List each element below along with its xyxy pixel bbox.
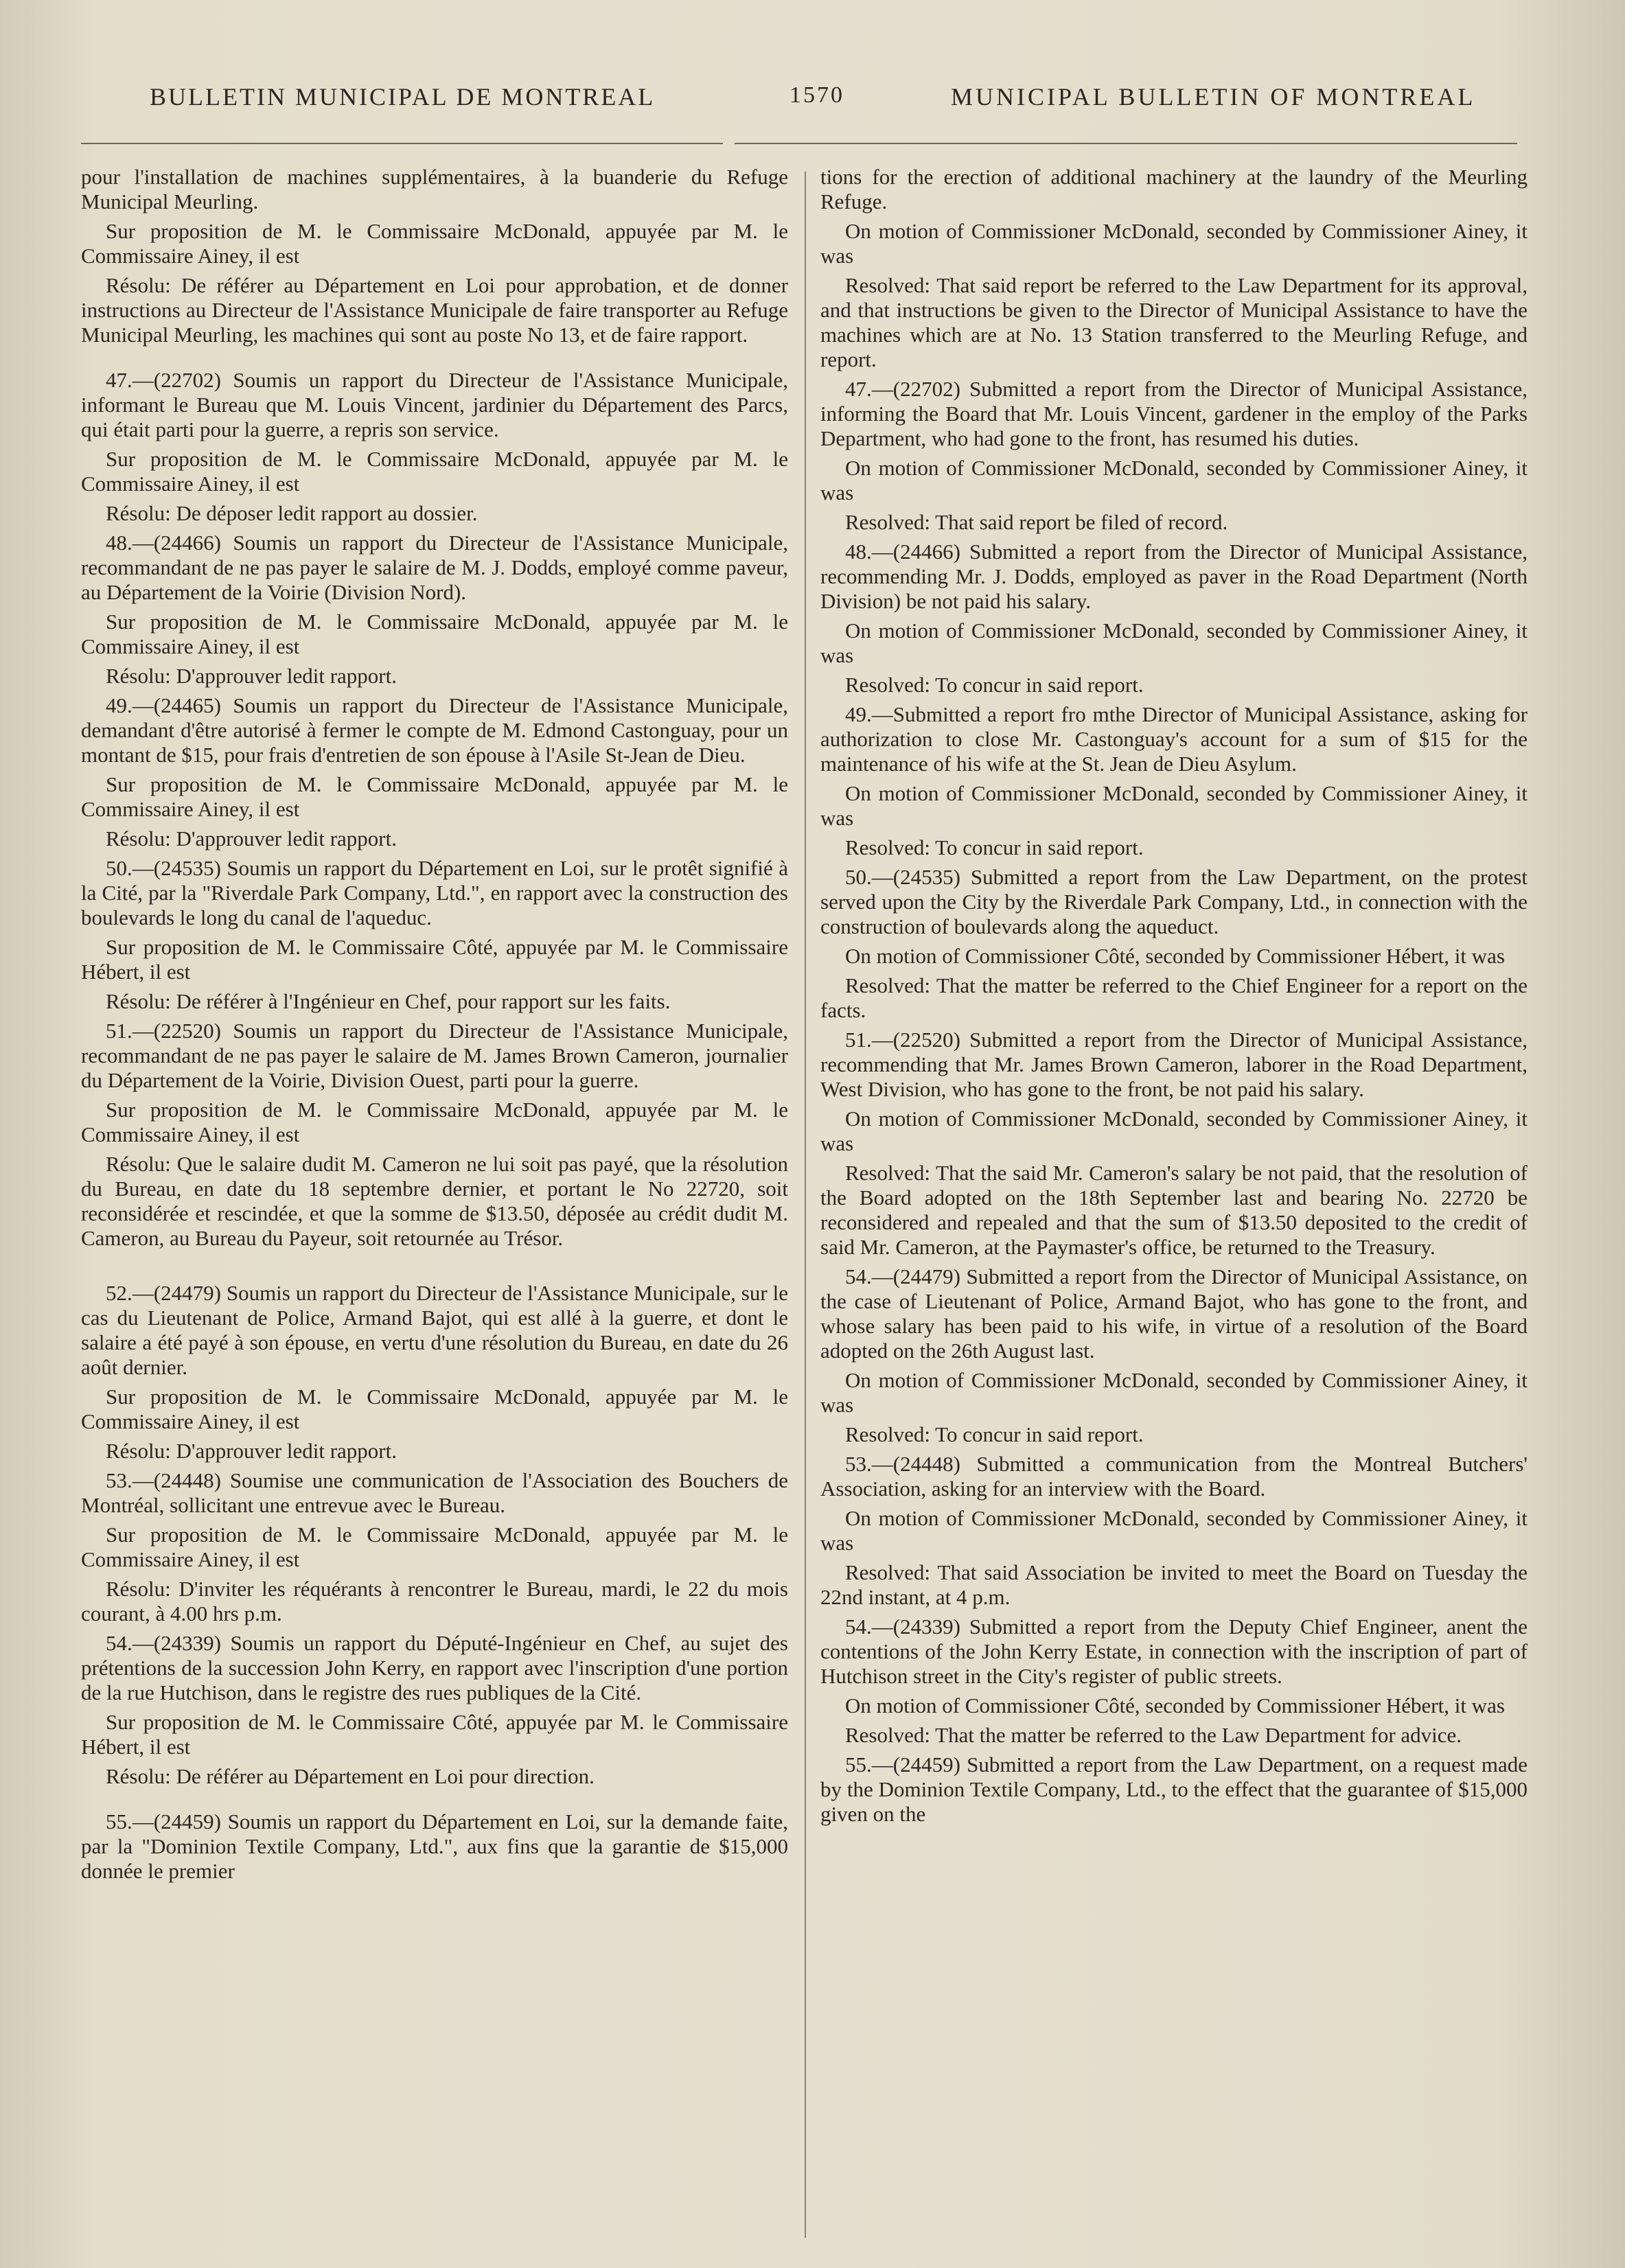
- french-column: [81, 165, 788, 1888]
- paragraph: On motion of Commissioner Côté, seconded by Commissioner Hébert, it was: [845, 944, 1505, 968]
- header-rule-left: [81, 143, 723, 144]
- paragraph: tions for the erection of additional machinery at the laundry of the Meurling Refuge.: [820, 165, 1528, 213]
- paragraph: Résolu: Que le salaire dudit M. Cameron ne lui soit pas payé, que la résolution du Bureau, en date du 18 septembre dernier, et portant le No 22720, soit reconsidérée et rescindée, et que la somme de $13.50, déposée au crédit dudit M. Cameron, au Bureau du Payeur, soit retournée au Trésor.: [81, 1152, 788, 1250]
- paragraph: Résolu: D'approuver ledit rapport.: [106, 1439, 397, 1463]
- paragraph: Resolved: That the said Mr. Cameron's salary be not paid, that the resolution of the Board adopted on the 18th September last and bearing No. 22720 be reconsidered and repealed and that the sum of $13.50 deposited to the credit of said Mr. Cameron, at the Paymaster's office, be returned to the Treasury.: [820, 1161, 1528, 1259]
- english-column: [820, 165, 1528, 1831]
- paragraph: Sur proposition de M. le Commissaire McDonald, appuyée par M. le Commissaire Ainey, il est: [81, 1385, 788, 1433]
- paragraph: 53.—(24448) Soumise une communication de l'Association des Bouchers de Montréal, sollicitant une entrevue avec le Bureau.: [81, 1468, 788, 1517]
- paragraph: 47.—(22702) Submitted a report from the Director of Municipal Assistance, informing the Board that Mr. Louis Vincent, gardener in the employ of the Parks Department, who had gone to the front, has resumed his duties.: [820, 377, 1528, 450]
- paragraph: Sur proposition de M. le Commissaire Côté, appuyée par M. le Commissaire Hébert, il est: [81, 1710, 788, 1759]
- paragraph: Sur proposition de M. le Commissaire McDonald, appuyée par M. le Commissaire Ainey, il est: [81, 772, 788, 821]
- paragraph: Résolu: D'approuver ledit rapport.: [106, 826, 397, 850]
- paragraph: 49.—(24465) Soumis un rapport du Directeur de l'Assistance Municipale, demandant d'être autorisé à fermer le compte de M. Edmond Castonguay, pour un montant de $15, pour frais d'entretien de son épouse à l'Asile St-Jean de Dieu.: [81, 693, 788, 767]
- paragraph: Sur proposition de M. le Commissaire McDonald, appuyée par M. le Commissaire Ainey, il est: [81, 219, 788, 268]
- paragraph: 48.—(24466) Soumis un rapport du Directeur de l'Assistance Municipale, recommandant de ne pas payer le salaire de M. J. Dodds, employé comme paveur, au Département de la Voirie (Division Nord).: [81, 531, 788, 604]
- page-header: [0, 82, 1625, 137]
- paragraph: 48.—(24466) Submitted a report from the Director of Municipal Assistance, recommending Mr. J. Dodds, employed as paver in the Road Department (North Division) be not paid his salary.: [820, 540, 1528, 613]
- paragraph: Resolved: That said Association be invited to meet the Board on Tuesday the 22nd instant, at 4 p.m.: [820, 1560, 1528, 1609]
- header-rule-right: [735, 143, 1517, 144]
- paragraph: Résolu: De référer au Département en Loi pour direction.: [106, 1764, 595, 1788]
- paragraph: 54.—(24339) Soumis un rapport du Député-Ingénieur en Chef, au sujet des prétentions de la succession John Kerry, en rapport avec l'inscription d'une portion de la rue Hutchison, dans le registre des rues publiques de la Cité.: [81, 1631, 788, 1704]
- paragraph: 52.—(24479) Soumis un rapport du Directeur de l'Assistance Municipale, sur le cas du Lieutenant de Police, Armand Bajot, qui est allé à la guerre, et dont le salaire a été payé à son épouse, en vertu d'une résolution du Bureau, en date du 26 août dernier.: [81, 1281, 788, 1379]
- column-divider: [805, 172, 806, 2238]
- paragraph: On motion of Commissioner McDonald, seconded by Commissioner Ainey, it was: [820, 456, 1528, 505]
- paragraph: Résolu: D'approuver ledit rapport.: [106, 664, 397, 688]
- paragraph: On motion of Commissioner McDonald, seconded by Commissioner Ainey, it was: [820, 1107, 1528, 1155]
- paragraph: 49.—Submitted a report fro mthe Director of Municipal Assistance, asking for authorization to close Mr. Castonguay's account for a sum of $15 for the maintenance of his wife at the St. Jean de Dieu Asylum.: [820, 702, 1528, 776]
- paragraph: Sur proposition de M. le Commissaire McDonald, appuyée par M. le Commissaire Ainey, il est: [81, 610, 788, 658]
- paragraph: Resolved: That said report be referred to the Law Department for its approval, and that instructions be given to the Director of Municipal Assistance to have the machines which are at No. 13 Station transferred to the Meurling Refuge, and report.: [820, 273, 1528, 371]
- paragraph: 55.—(24459) Soumis un rapport du Département en Loi, sur la demande faite, par la "Dominion Textile Company, Ltd.", aux fins que la garantie de $15,000 donnée le premier: [81, 1809, 788, 1883]
- paragraph: On motion of Commissioner McDonald, seconded by Commissioner Ainey, it was: [820, 781, 1528, 830]
- paragraph: On motion of Commissioner Côté, seconded by Commissioner Hébert, it was: [845, 1693, 1505, 1717]
- paragraph: On motion of Commissioner McDonald, seconded by Commissioner Ainey, it was: [820, 1368, 1528, 1417]
- paragraph: Sur proposition de M. le Commissaire McDonald, appuyée par M. le Commissaire Ainey, il est: [81, 1098, 788, 1146]
- paragraph: Résolu: De déposer ledit rapport au dossier.: [106, 501, 478, 525]
- paragraph: On motion of Commissioner McDonald, seconded by Commissioner Ainey, it was: [820, 1506, 1528, 1555]
- header-title-french: BULLETIN MUNICIPAL DE MONTREAL: [150, 83, 656, 111]
- paragraph: 54.—(24339) Submitted a report from the Deputy Chief Engineer, anent the contentions of the John Kerry Estate, in connection with the inscription of part of Hutchison street in the City's register of public streets.: [820, 1615, 1528, 1688]
- header-title-english: MUNICIPAL BULLETIN OF MONTREAL: [951, 83, 1476, 111]
- paragraph: 55.—(24459) Submitted a report from the Law Department, on a request made by the Dominion Textile Company, Ltd., to the effect that the guarantee of $15,000 given on the: [820, 1752, 1528, 1826]
- paragraph: On motion of Commissioner McDonald, seconded by Commissioner Ainey, it was: [820, 618, 1528, 667]
- paragraph: Résolu: De référer au Département en Loi pour approbation, et de donner instructions au Directeur de l'Assistance Municipale de faire transporter au Refuge Municipal Meurling, les machines qui sont au poste No 13, et de faire rapport.: [81, 273, 788, 347]
- paragraph: Resolved: To concur in said report.: [845, 673, 1144, 697]
- paragraph: On motion of Commissioner McDonald, seconded by Commissioner Ainey, it was: [820, 219, 1528, 268]
- paragraph: 50.—(24535) Submitted a report from the Law Department, on the protest served upon the City by the Riverdale Park Company, Ltd., in connection with the construction of boulevards along the aqueduct.: [820, 865, 1528, 938]
- paragraph: Résolu: D'inviter les réquérants à rencontrer le Bureau, mardi, le 22 du mois courant, à 4.00 hrs p.m.: [81, 1577, 788, 1625]
- paragraph: Résolu: De référer à l'Ingénieur en Chef, pour rapport sur les faits.: [106, 989, 671, 1013]
- paragraph: Sur proposition de M. le Commissaire McDonald, appuyée par M. le Commissaire Ainey, il est: [81, 1523, 788, 1571]
- paragraph: 50.—(24535) Soumis un rapport du Département en Loi, sur le protêt signifié à la Cité, par la "Riverdale Park Company, Ltd.", en rapport avec la construction des boulevards le long du canal de l'aqueduc.: [81, 856, 788, 929]
- paragraph: Sur proposition de M. le Commissaire Côté, appuyée par M. le Commissaire Hébert, il est: [81, 935, 788, 984]
- paragraph: 51.—(22520) Submitted a report from the Director of Municipal Assistance, recommending that Mr. James Brown Cameron, laborer in the Road Department, West Division, who has gone to the front, be not paid his salary.: [820, 1028, 1528, 1101]
- paragraph: 53.—(24448) Submitted a communication from the Montreal Butchers' Association, asking for an interview with the Board.: [820, 1452, 1528, 1501]
- paragraph: Resolved: That the matter be referred to the Law Department for advice.: [845, 1723, 1462, 1747]
- paragraph: Resolved: To concur in said report.: [845, 1422, 1144, 1446]
- paragraph: 47.—(22702) Soumis un rapport du Directeur de l'Assistance Municipale, informant le Bureau que M. Louis Vincent, jardinier du Département des Parcs, qui était parti pour la guerre, a repris son service.: [81, 368, 788, 441]
- paragraph: Resolved: To concur in said report.: [845, 835, 1144, 859]
- paragraph: 51.—(22520) Soumis un rapport du Directeur de l'Assistance Municipale, recommandant de ne pas payer le salaire de M. James Brown Cameron, journalier du Département de la Voirie, Division Ouest, parti pour la guerre.: [81, 1019, 788, 1092]
- paragraph: Resolved: That the matter be referred to the Chief Engineer for a report on the facts.: [820, 973, 1528, 1022]
- paragraph: Sur proposition de M. le Commissaire McDonald, appuyée par M. le Commissaire Ainey, il est: [81, 447, 788, 496]
- paragraph: 54.—(24479) Submitted a report from the Director of Municipal Assistance, on the case of Lieutenant of Police, Armand Bajot, who has gone to the front, and whose salary has been paid to his wife, in virtue of a resolution of the Board adopted on the 26th August last.: [820, 1264, 1528, 1363]
- paragraph: pour l'installation de machines supplémentaires, à la buanderie du Refuge Municipal Meurling.: [81, 165, 788, 213]
- paragraph: Resolved: That said report be filed of record.: [845, 510, 1228, 534]
- page-number: 1570: [790, 82, 844, 108]
